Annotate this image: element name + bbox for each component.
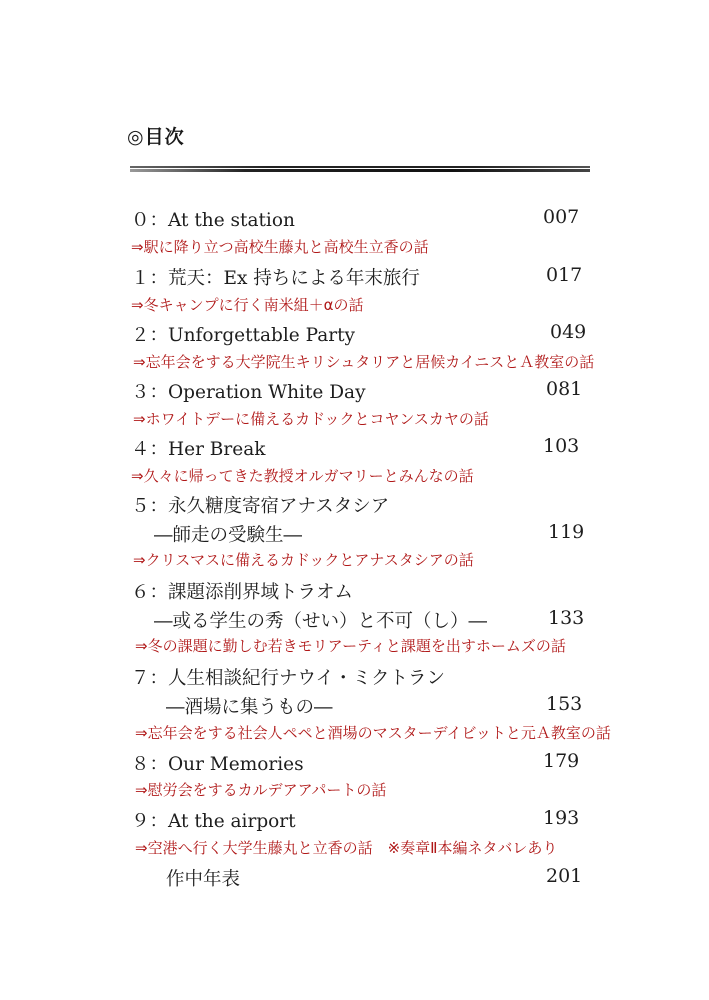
toc-entry-1-desc: ⇒冬キャンプに行く南米組＋αの話: [131, 296, 364, 314]
toc-entry-9-page: 193: [543, 807, 580, 829]
toc-entry-9-desc: ⇒空港へ行く大学生藤丸と立香の話 ※奏章Ⅱ本編ネタバレあり: [135, 839, 558, 857]
toc-entry-6-page: 133: [548, 607, 585, 629]
toc-entry-7-page: 153: [546, 693, 583, 715]
toc-heading: ◎目次: [127, 126, 185, 148]
toc-entry-2-desc: ⇒忘年会をする大学院生キリシュタリアと居候カイニスとＡ教室の話: [133, 353, 595, 371]
toc-entry-1-title: １：荒天：Ex 持ちによる年末旅行: [131, 268, 420, 289]
toc-entry-7-subtitle: ―酒場に集うもの―: [166, 697, 333, 718]
toc-entry-8-page: 179: [543, 750, 580, 772]
toc-entry-8-desc: ⇒慰労会をするカルデアアパートの話: [135, 781, 387, 799]
toc-entry-8-title: ８：Our Memories: [131, 754, 304, 775]
toc-appendix-title: 作中年表: [166, 869, 241, 890]
toc-entry-6-title: ６：課題添削界域トラオム: [131, 582, 354, 603]
toc-appendix-page: 201: [546, 865, 583, 887]
toc-entry-5-desc: ⇒クリスマスに備えるカドックとアナスタシアの話: [133, 551, 474, 569]
toc-entry-0-title: ０：At the station: [131, 210, 295, 231]
toc-entry-4-title: ４：Her Break: [131, 439, 266, 460]
toc-entry-9-title: ９：At the airport: [131, 811, 296, 832]
toc-entry-5-title: ５：永久糖度寄宿アナスタシア: [131, 496, 390, 517]
toc-entry-6-desc: ⇒冬の課題に勤しむ若きモリアーティと課題を出すホームズの話: [135, 637, 566, 655]
toc-entry-3-page: 081: [546, 378, 583, 400]
toc-entry-0-page: 007: [543, 206, 580, 228]
toc-entry-5-subtitle: ―師走の受験生―: [154, 525, 303, 546]
toc-entry-4-page: 103: [543, 435, 580, 457]
toc-entry-3-desc: ⇒ホワイトデーに備えるカドックとコヤンスカヤの話: [133, 410, 489, 428]
toc-entry-7-desc: ⇒忘年会をする社会人ペペと酒場のマスターデイビットと元Ａ教室の話: [135, 724, 611, 742]
toc-entry-1-page: 017: [546, 264, 583, 286]
toc-entry-0-desc: ⇒駅に降り立つ高校生藤丸と高校生立香の話: [131, 238, 429, 256]
toc-entry-5-page: 119: [548, 521, 585, 543]
heading-rule: [130, 166, 590, 172]
toc-entry-2-title: ２：Unforgettable Party: [131, 325, 355, 346]
toc-entry-3-title: ３：Operation White Day: [131, 382, 366, 403]
toc-entry-2-page: 049: [550, 321, 587, 343]
toc-entry-4-desc: ⇒久々に帰ってきた教授オルガマリーとみんなの話: [131, 467, 474, 485]
toc-entry-7-title: ７：人生相談紀行ナウイ・ミクトラン: [131, 668, 445, 689]
toc-entry-6-subtitle: ―或る学生の秀（せい）と不可（し）―: [154, 611, 488, 632]
